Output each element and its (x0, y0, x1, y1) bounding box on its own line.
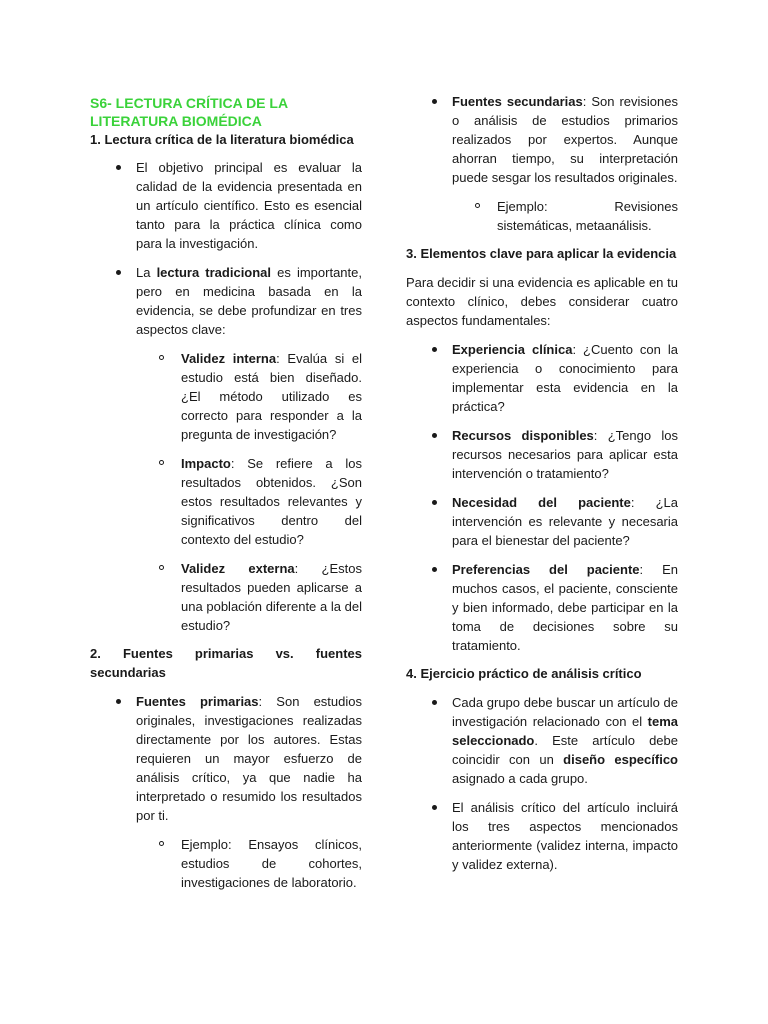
list-item (90, 263, 362, 339)
bullet-dot-icon (432, 347, 437, 352)
bullet-dot-icon (432, 700, 437, 705)
bullet-circle-icon (475, 203, 480, 208)
bullet-dot-icon (116, 699, 121, 704)
sub-list-item (90, 349, 362, 444)
list-item-text: El objetivo principal es evaluar la calidad de la evidencia presentada en un artículo científico. Esto es esencial tanto para la práctica clínica como para la investigación. (136, 160, 362, 251)
bullet-dot-icon (432, 567, 437, 572)
list-item-text: Cada grupo debe buscar un artículo de investigación relacionado con el tema seleccionado. Este artículo debe coincidir con un diseño específico asignado a cada grupo. (452, 695, 678, 786)
left-column (90, 90, 362, 892)
sub-list-item-text: Ejemplo: Revisiones sistemáticas, metaanálisis. (497, 199, 678, 233)
list-item-text: Preferencias del paciente: En muchos casos, el paciente, consciente y bien informado, debe participar en la toma de decisiones sobre su tratamiento. (452, 562, 678, 653)
bullet-dot-icon (116, 270, 121, 275)
sub-list-item-text: Impacto: Se refiere a los resultados obtenidos. ¿Son estos resultados relevantes y significativos dentro del contexto del estudio? (181, 456, 362, 547)
section-4-heading: 4. Ejercicio práctico de análisis crítico (406, 666, 642, 681)
list-item-text: Fuentes secundarias: Son revisiones o análisis de estudios primarios realizados por expertos. Aunque ahorran tiempo, su interpretación puede sesgar los resultados originales. (452, 94, 678, 185)
sub-list-item (90, 835, 362, 892)
section-1-list (90, 158, 362, 339)
list-item-text: Experiencia clínica: ¿Cuento con la experiencia o conocimiento para implementar esta evidencia en la práctica? (452, 342, 678, 414)
list-item-text: Recursos disponibles: ¿Tengo los recursos necesarios para aplicar esta intervención o tratamiento? (452, 428, 678, 481)
sub-list-item (90, 454, 362, 549)
section-2-sublist (90, 835, 362, 892)
list-item (406, 798, 678, 874)
sub-list-item-text: Validez externa: ¿Estos resultados pueden aplicarse a una población diferente a la del estudio? (181, 561, 362, 633)
list-item (90, 158, 362, 253)
bullet-dot-icon (432, 433, 437, 438)
section-3-heading: 3. Elementos clave para aplicar la evidencia (406, 246, 677, 261)
sub-list-item-text: Ejemplo: Ensayos clínicos, estudios de cohortes, investigaciones de laboratorio. (181, 837, 362, 890)
list-item-text: Necesidad del paciente: ¿La intervención es relevante y necesaria para el bienestar del paciente? (452, 495, 678, 548)
list-item (406, 560, 678, 655)
list-item (406, 693, 678, 788)
section-3-intro: Para decidir si una evidencia es aplicable en tu contexto clínico, debes considerar cuatro aspectos fundamentales: (406, 275, 678, 328)
section-4-list (406, 693, 678, 874)
list-item-text: Fuentes primarias: Son estudios originales, investigaciones realizadas directamente por los autores. Estas requieren un mayor esfuerzo de análisis crítico, ya que nadie ha interpretado o resumido los resultados por ti. (136, 694, 362, 823)
document-title: S6- LECTURA CRÍTICA DE LA LITERATURA BIOMÉDICA (90, 95, 288, 129)
list-item-text: El análisis crítico del artículo incluirá los tres aspectos mencionados anteriormente (validez interna, impacto y validez externa). (452, 800, 678, 872)
section-2-heading: 2. Fuentes primarias vs. fuentes secundarias (90, 646, 362, 680)
section-2-list (90, 692, 362, 825)
list-item (90, 692, 362, 825)
bullet-dot-icon (432, 500, 437, 505)
sub-list-item (406, 197, 678, 235)
bullet-dot-icon (116, 165, 121, 170)
bullet-dot-icon (432, 805, 437, 810)
section-1-sublist (90, 349, 362, 635)
list-item (406, 426, 678, 483)
bullet-circle-icon (159, 460, 164, 465)
section-2-list-continued (406, 92, 678, 187)
bullet-circle-icon (159, 355, 164, 360)
section-2-sublist-continued (406, 197, 678, 235)
list-item (406, 493, 678, 550)
section-3-list (406, 340, 678, 655)
bullet-circle-icon (159, 565, 164, 570)
list-item (406, 92, 678, 187)
list-item (406, 340, 678, 416)
bullet-dot-icon (432, 99, 437, 104)
right-column (406, 90, 678, 874)
sub-list-item-text: Validez interna: Evalúa si el estudio está bien diseñado. ¿El método utilizado es correcto para responder a la pregunta de investigación? (181, 351, 362, 442)
sub-list-item (90, 559, 362, 635)
list-item-text: La lectura tradicional es importante, pero en medicina basada en la evidencia, se debe profundizar en tres aspectos clave: (136, 265, 362, 337)
bullet-circle-icon (159, 841, 164, 846)
section-1-heading: 1. Lectura crítica de la literatura biomédica (90, 132, 354, 147)
